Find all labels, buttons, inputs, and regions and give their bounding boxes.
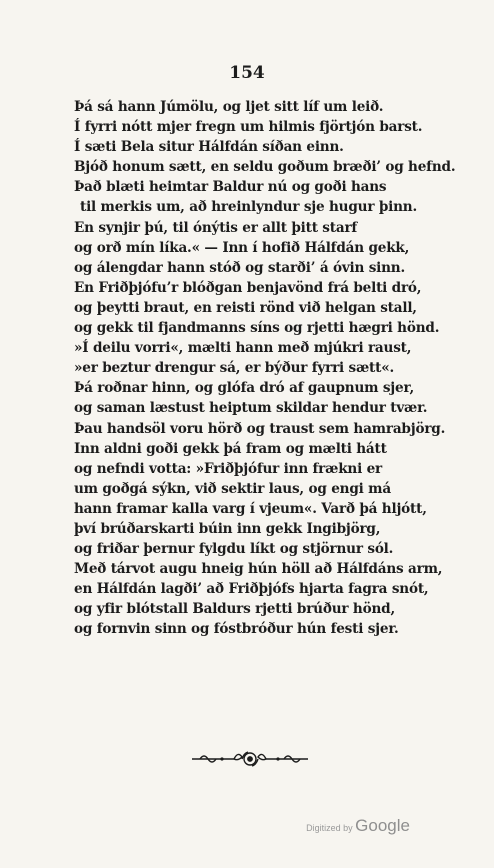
poem-line: En Friðþjófu’r blóðgan benjavönd frá belti dró, (74, 279, 422, 296)
poem-line: Bjóð honum sætt, en seldu goðum bræði’ og hefnd. (74, 159, 456, 176)
poem-line: og friðar þernur fylgdu líkt og stjörnur sól. (74, 541, 394, 558)
poem-line: Þá sá hann Júmölu, og ljet sitt líf um leið. (74, 99, 384, 115)
poem-line: en Hálfdán lagði’ að Friðþjófs hjarta fagra snót, (74, 581, 429, 598)
poem-line: Í fyrri nótt mjer fregn um hilmis fjörtjón barst. (74, 119, 423, 136)
scroll-ornament-icon (190, 748, 310, 770)
poem-line: En synjir þú, til ónýtis er allt þitt starf (74, 219, 358, 236)
poem-line: »Í deilu vorri«, mælti hann með mjúkri raust, (74, 340, 412, 357)
poem-line: Þá roðnar hinn, og glófa dró af gaupnum sjer, (74, 380, 414, 397)
poem-line: hann framar kalla varg í vjeum«. Varð þá hljótt, (74, 500, 427, 517)
poem-line: og fornvin sinn og fóstbróður hún festi sjer. (74, 621, 399, 638)
poem-line: »er beztur drengur sá, er býður fyrri sætt«. (74, 360, 395, 377)
page-number: 154 (229, 63, 265, 83)
poem-line: og álengdar hann stóð og starði’ á óvin sinn. (74, 259, 406, 276)
poem-line: Þau handsöl voru hörð og traust sem hamrabjörg. (74, 420, 446, 437)
digitized-by-google-watermark: Digitized by Google (306, 816, 410, 835)
poem-line: og nefndi votta: »Friðþjófur inn frækni er (74, 460, 383, 477)
poem-line: Það blæti heimtar Baldur nú og goði hans (74, 179, 387, 196)
poem-line: því brúðarskarti búin inn gekk Ingibjörg, (74, 520, 381, 537)
poem-line: og saman læstust heiptum skildar hendur tvær. (74, 400, 428, 417)
poem-text (74, 97, 474, 640)
poem-line: Í sæti Bela situr Hálfdán síðan einn. (74, 139, 344, 156)
poem-line: Inn aldni goði gekk þá fram og mælti hátt (74, 440, 387, 457)
poem-line: og orð mín líka.« — Inn í hofið Hálfdán gekk, (74, 239, 410, 256)
poem-line: og gekk til fjandmanns síns og rjetti hægri hönd. (74, 320, 440, 337)
poem-line: Með tárvot augu hneig hún höll að Hálfdáns arm, (74, 561, 443, 578)
poem-line: til merkis um, að hreinlyndur sje hugur þinn. (80, 199, 417, 216)
poem-line: og yfir blótstall Baldurs rjetti brúður hönd, (74, 601, 395, 618)
poem-line: og þeytti braut, en reisti rönd við helgan stall, (74, 299, 417, 316)
poem-line: um goðgá sýkn, við sektir laus, og engi má (74, 480, 391, 497)
